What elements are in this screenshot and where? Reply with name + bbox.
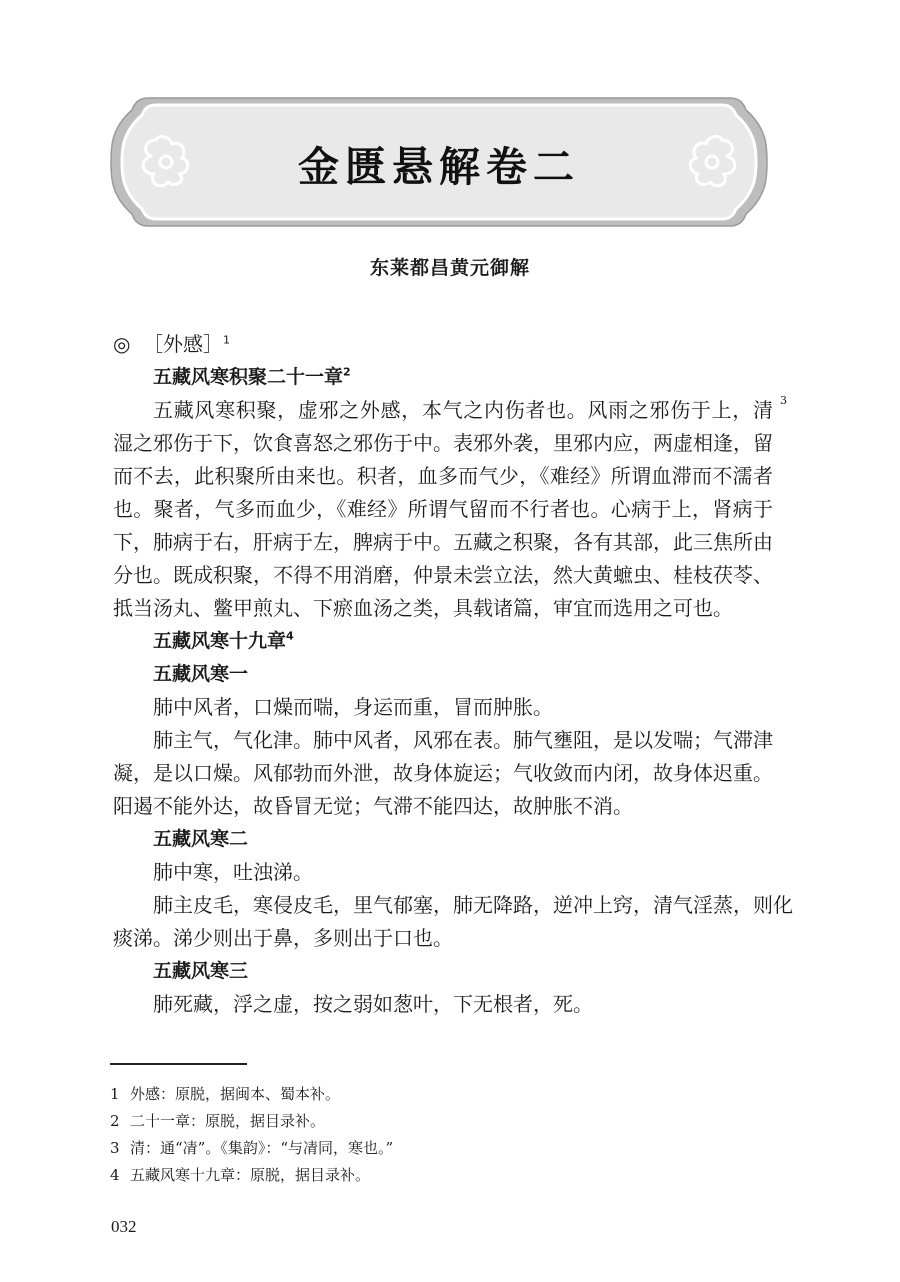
footnote-item: 1 外感：原脱，据闽本、蜀本补。 — [110, 1085, 341, 1103]
footnote-ref: 1 — [223, 333, 230, 347]
entry-heading: 五藏风寒三 — [153, 960, 249, 982]
paragraph-line: 湿之邪伤于下，饮食喜怒之邪伤于中。表邪外袭，里邪内应，两虚相逢，留 — [113, 431, 773, 455]
title-banner — [108, 96, 770, 228]
chapter-heading — [113, 361, 773, 394]
main-text — [113, 328, 793, 1021]
footnotes — [110, 1081, 770, 1189]
entry-text: 肺中风者，口燥而喘，身运而重，冒而肿胀。 — [153, 695, 553, 719]
footnote-item: 3 清：通“凊”。《集韵》：“与凊同，寒也。” — [110, 1139, 394, 1157]
footnote-divider — [110, 1063, 247, 1065]
chapter-title: 五藏风寒十九章 — [153, 630, 287, 652]
footnote-item: 2 二十一章：原脱，据目录补。 — [110, 1112, 326, 1130]
paragraph-line: 也。聚者，气多而血少，《难经》所谓气留而不行者也。心病于上，肾病于 — [113, 497, 773, 521]
page-title: 金匮悬解卷二 — [298, 143, 580, 191]
commentary-line: 凝，是以口燥。风郁勃而外泄，故身体旋运；气收敛而内闭，故身体迟重。 — [113, 761, 773, 785]
paragraph-line: 分也。既成积聚，不得不用消磨，仲景未尝立法，然大黄蟅虫、桂枝茯苓、 — [113, 563, 773, 587]
double-circle-icon: ◎ — [113, 332, 131, 356]
commentary-line: 肺主气，气化津。肺中风者，风邪在表。肺气壅阻，是以发喘；气滞津 — [153, 728, 773, 752]
commentary-line: 肺主皮毛，寒侵皮毛，里气郁塞，肺无降路，逆冲上窍，清气淫蒸，则化 — [153, 893, 793, 917]
entry-text: 肺中寒，吐浊涕。 — [153, 860, 313, 884]
footnote-item: 4 五藏风寒十九章：原脱，据目录补。 — [110, 1166, 371, 1184]
chapter-title: 五藏风寒积聚二十一章 — [153, 366, 344, 388]
paragraph-line: 五藏风寒积聚，虚邪之外感，本气之内伤者也。风雨之邪伤于上，清 3 — [153, 394, 787, 422]
paragraph-line: 下，肺病于右，肝病于左，脾病于中。五藏之积聚，各有其部，此三焦所由 — [113, 530, 773, 554]
entry-heading: 五藏风寒二 — [153, 828, 249, 850]
section-label: ［外感］ — [143, 332, 223, 356]
footnote-ref: 2 — [343, 365, 351, 379]
footnote-ref: 3 — [780, 394, 787, 407]
footnote-ref: 4 — [286, 629, 294, 643]
chapter-heading — [113, 625, 773, 658]
entry-heading: 五藏风寒一 — [153, 663, 249, 685]
entry-text: 肺死藏，浮之虚，按之弱如葱叶，下无根者，死。 — [153, 992, 593, 1016]
page-number: 032 — [111, 1217, 137, 1236]
paragraph-line: 而不去，此积聚所由来也。积者，血多而气少，《难经》所谓血滞而不濡者 — [113, 464, 773, 488]
commentary-line: 痰涕。涕少则出于鼻，多则出于口也。 — [113, 926, 453, 950]
author-line: 东莱都昌黄元御解 — [369, 257, 530, 279]
section-heading — [113, 328, 773, 361]
paragraph-line: 抵当汤丸、鳖甲煎丸、下瘀血汤之类，具载诸篇，审宜而选用之可也。 — [113, 596, 733, 620]
commentary-line: 阳遏不能外达，故昏冒无觉；气滞不能四达，故肿胀不消。 — [113, 794, 633, 818]
